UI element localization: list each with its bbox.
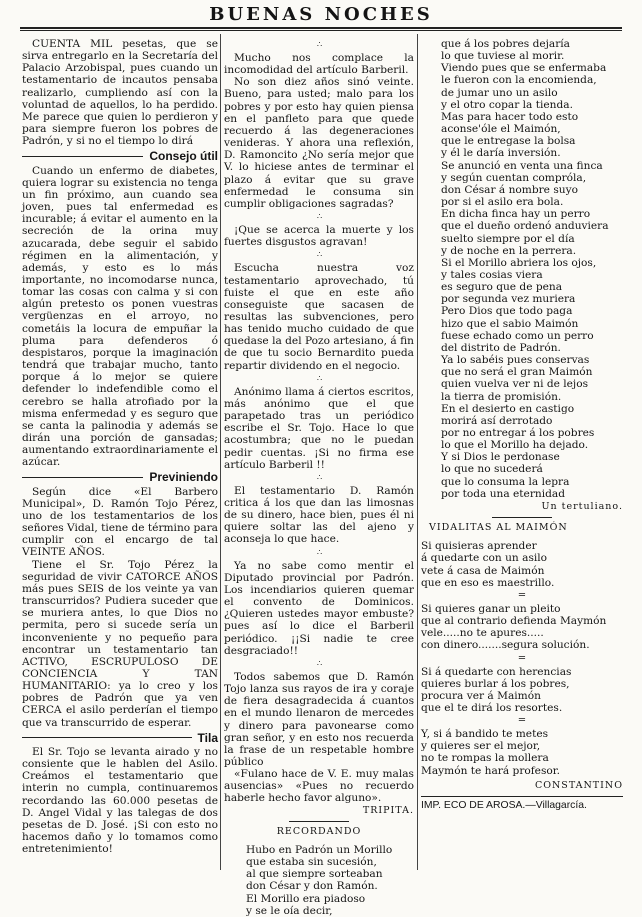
imprint-rule	[421, 796, 623, 797]
column-divider-2	[417, 34, 418, 870]
previniendo-paragraph-2: Tiene el Sr. Tojo Pérez la seguridad de vivir CATORCE AÑOS más pues SEIS de los veinte ya van transcurridos? Pudiera suceder que se muriera antes, lo que Dios no permita, pero si sucede sería un inconveniente y no pequeño para encontrar un testamentario tan ACTIVO, ESCRUPULOSO DE CONCIENCIA Y TAN HUMANITARIO: ya lo creo y los pobres de Padrón que ya ven CERCA el asilo perderían el tiempo que va transcurrido de esperar.	[22, 558, 218, 729]
verse-line: no te rompas la mollera	[421, 752, 549, 765]
recordando-title: RECORDANDO	[276, 825, 362, 837]
section-rule	[492, 517, 552, 518]
verse-line: á quedarte con un asilo	[421, 552, 548, 565]
tila-paragraph: El Sr. Tojo se levanta airado y no consiente que le hablen del Asilo. Creámos el testamentario que interin no cumpla, continuaremos recordando las 60.000 pesetas de D. Angel Vidal y las talegas de dos pesetas de D. José. ¡Si con esto no hacemos daño y lo tomamos como entretenimiento!	[22, 745, 218, 856]
dots-divider: ∴	[316, 212, 322, 222]
verse-line: Viendo pues que se enfermaba	[441, 62, 607, 75]
verse-line: que no será el gran Maimón	[441, 366, 593, 379]
col2-paragraph-9: «Fulano hace de V. E. muy malas ausencias» «Pues no recuerdo haberle hecho favor alguno».	[224, 768, 414, 805]
verse-line: don César á nombre suyo	[441, 183, 578, 196]
col2-paragraph-1: Mucho nos complace la incomodidad del artículo Barberil.	[224, 52, 414, 77]
verse-line: don César y don Ramón.	[246, 880, 378, 893]
column-divider-1	[220, 34, 221, 870]
verse-line: Maymón te hará profesor.	[421, 764, 561, 777]
vidalitas-stanza-1	[421, 540, 623, 589]
verse-line: la tierra de promisión.	[441, 390, 562, 403]
verse-line: Pero Dios que todo paga	[441, 305, 573, 318]
heading-tila: Tila	[22, 732, 218, 744]
dots-divider: ∴	[316, 373, 322, 383]
verse-line: lo que el Morillo ha dejado.	[441, 439, 589, 452]
verse-line: Si quieres ganar un pleito	[421, 602, 561, 615]
masthead-rule	[20, 27, 622, 31]
verse-line: con dinero.......segura solución.	[421, 639, 590, 652]
signature-tripita: TRIPITA.	[362, 804, 414, 816]
imprint-line: IMP. ECO DE AROSA.—Villagarcía.	[421, 799, 587, 811]
verse-line: lo que no sucederá	[441, 463, 543, 476]
verse-line: del distrito de Padrón.	[441, 341, 561, 354]
verse-line: quieres burlar á los pobres,	[421, 677, 570, 690]
previniendo-paragraph-1: Según dice «El Barbero Municipal», D. Ramón Tojo Pérez, uno de los testamentarios de los señores Vidal, tiene de término para cumplir con el encargo de tal VEINTE AÑOS.	[22, 485, 218, 559]
verse-line: por si el asilo era bola.	[441, 196, 564, 209]
verse-line: por no entregar á los pobres	[441, 427, 595, 439]
verse-line: Mas para hacer todo esto	[441, 110, 579, 123]
consejo-paragraph: Cuando un enfermo de diabetes, quiera lograr su existencia no tenga un fin próximo, aun cuando sea joven, pues tal enfermedad es incurable; á evitar el aumento en la secreción de la orina muy azucarada, debe seguir el sabido régimen en la alimentación, y además, y esto es lo más importante, no incomodarse nunca, tomar las cosas con calma y si con algún pretesto os ponen vuestras vergüenzas en el arroyo, no cometáis la locura de empuñar la pluma para defenderos ó despistaros, porque la imaginación tendrá que trabajar mucho, tanto porque á lo mejor se quiere defender lo indefendible como el cerebro se halla atrofiado por la misma enfermedad y es seguro que se canta la palinodia y además se dirán una porción de gansadas; aumentando extraordinariamente el azúcar.	[22, 164, 218, 469]
verse-line: Y, si á bandido te metes	[421, 728, 549, 741]
verse-line: y quieres ser el mejor,	[421, 740, 541, 753]
verse-line: vele.....no te apures.....	[421, 627, 544, 640]
verse-line: quien vuelva ver ni de lejos	[441, 378, 589, 391]
verse-line: Y si Dios le perdonase	[441, 451, 560, 464]
recordando-verse	[224, 844, 414, 917]
verse-line: En dicha finca hay un perro	[441, 208, 591, 221]
verse-line: aconse'óle el Maimón,	[441, 123, 561, 136]
verse-line: que en eso es maestrillo.	[421, 576, 555, 589]
dots-divider: ∴	[316, 250, 322, 260]
masthead-title: BUENAS NOCHES	[209, 4, 433, 25]
verse-line: morirá así derrotado	[441, 414, 553, 427]
verse-line: por segunda vez muriera	[441, 293, 576, 306]
verse-line: En el desierto en castigo	[441, 402, 575, 415]
verse-line: de jumar uno un asilo	[441, 86, 558, 99]
verse-line: lo que tuviese al morir.	[441, 50, 565, 63]
stanza-separator: =	[517, 652, 527, 664]
vidalitas-stanza-2	[421, 603, 623, 652]
vidalitas-stanza-4	[421, 728, 623, 777]
signature-tertuliano: Un tertuliano.	[541, 500, 623, 512]
col2-paragraph-3: ¡Que se acerca la muerte y los fuertes disgustos agravan!	[224, 224, 414, 249]
verse-line: y él le daría inversión.	[441, 147, 561, 160]
verse-line: Ya lo sabéis pues conservas	[441, 354, 590, 367]
verse-line: que el dueño ordenó anduviera	[441, 220, 609, 233]
verse-line: y el otro copar la tienda.	[441, 98, 573, 111]
dots-divider: ∴	[316, 472, 322, 482]
verse-line: y se le oía decir,	[246, 904, 333, 917]
verse-line: y tales cosias viera	[441, 268, 543, 281]
heading-previniendo: Previniendo	[22, 471, 218, 483]
column-3	[421, 38, 623, 812]
dots-divider: ∴	[316, 658, 322, 668]
signature-constantino: CONSTANTINO	[534, 779, 623, 791]
verse-line: Si el Morillo abriera los ojos,	[441, 256, 597, 269]
verse-line: le fueron con la encomienda,	[441, 74, 597, 87]
verse-line: fuese echado como un perro	[441, 329, 594, 342]
col2-paragraph-7: Ya no sabe como mentir el Diputado provincial por Padrón. Los incendiarios quieren quemar el convento de Dominicos. ¿Quieren ustedes mayor embuste? pues así lo dice el Barberil periódico. ¡¡Si nadie te cree desgraciado!!	[224, 559, 414, 657]
verse-line: procura ver á Maimón	[421, 689, 541, 702]
verse-line: es seguro que de pena	[441, 281, 563, 294]
dots-divider: ∴	[316, 547, 322, 557]
verse-line: El Morillo era piadoso	[246, 892, 366, 905]
verse-line: Si á quedarte con herencias	[421, 665, 572, 678]
verse-line: Si quisieras aprender	[421, 540, 537, 553]
verse-line: suelto siempre por el día	[441, 232, 575, 245]
verse-line: Se anunció en venta una finca	[441, 159, 603, 172]
stanza-separator: =	[517, 589, 527, 601]
poem-continuation	[421, 38, 623, 500]
verse-line: que al contrario defienda Maymón	[421, 615, 607, 628]
verse-line: que á los pobres dejaría	[441, 38, 570, 50]
col2-paragraph-4: Escucha nuestra voz testamentario aprovechado, tú fuiste el que en este año conseguiste que sacasen de resultas las subvenciones, pero has tenido mucho cuidado de que quedase la del Pozo artesiano, á fin de que tu socio Bernardito pueda repartir dividendo en el negocio.	[224, 262, 414, 372]
vidalitas-stanza-3	[421, 666, 623, 715]
column-1	[22, 38, 218, 855]
verse-line: al que siempre sorteaban	[246, 868, 383, 881]
verse-line: Hubo en Padrón un Morillo	[246, 843, 393, 856]
verse-line: vete á casa de Maimón	[421, 564, 545, 577]
col2-paragraph-8: Todos sabemos que D. Ramón Tojo lanza sus rayos de ira y coraje de fiera desagradecida á cuantos en el mundo llenaron de mercedes y dinero para pavonearse como gran señor, y en esto nos recuerda la frase de un respetable hombre público	[224, 670, 414, 768]
section-rule	[289, 821, 349, 822]
verse-line: que lo consuma la lepra	[441, 475, 570, 488]
intro-paragraph: CUENTA MIL pesetas, que se sirva entregarlo en la Secretaría del Palacio Arzobispal, pues cuando un testamentario de incautos pensaba realizarlo, cumpliendo así con la voluntad de aquellos, lo ha perdido. Me parece que quien lo perdieron y para siempre fueron los pobres de Padrón, y si no el tiempo lo dirá	[22, 38, 218, 148]
verse-line: que le entregase la bolsa	[441, 135, 576, 148]
verse-line: y de noche en la perrera.	[441, 244, 577, 257]
column-2	[224, 38, 414, 917]
col2-paragraph-5: Anónimo llama á ciertos escritos, más anónimo que el que parapetado tras un periódico escribe el Sr. Tojo. Hace lo que acostumbra; que no le puedan pedir cuentas. ¡Si no firma ese artículo Barberil !!	[224, 385, 414, 471]
verse-line: por toda una eternidad	[441, 487, 565, 500]
verse-line: que estaba sin sucesión,	[246, 856, 377, 869]
col2-paragraph-6: El testamentario D. Ramón critica á los que dan las limosnas de su dinero, hace bien, pues él ni quiere soltar las del ajeno y aconseja lo que hace.	[224, 484, 414, 546]
verse-line: que el te dirá los resortes.	[421, 701, 563, 714]
heading-consejo: Consejo útil	[22, 150, 218, 162]
dots-divider: ∴	[316, 40, 322, 49]
stanza-separator: =	[517, 715, 527, 727]
vidalitas-title: VIDALITAS AL MAIMÓN	[429, 522, 568, 534]
verse-line: y según cuentan compróla,	[441, 171, 587, 184]
verse-line: hizo que el sabio Maimón	[441, 317, 579, 330]
col2-paragraph-2: No son diez años sinó veinte. Bueno, para usted; malo para los pobres y por esto hay quien piensa en el panfleto para que quede recuerdo á las degeneraciones venideras. Y ahora una reflexión, D. Ramoncito ¿No sería mejor que V. lo hiciese antes de terminar el plazo á evitar que su grave enfermedad le consuma sin cumplir obligaciones sagradas?	[224, 76, 414, 210]
